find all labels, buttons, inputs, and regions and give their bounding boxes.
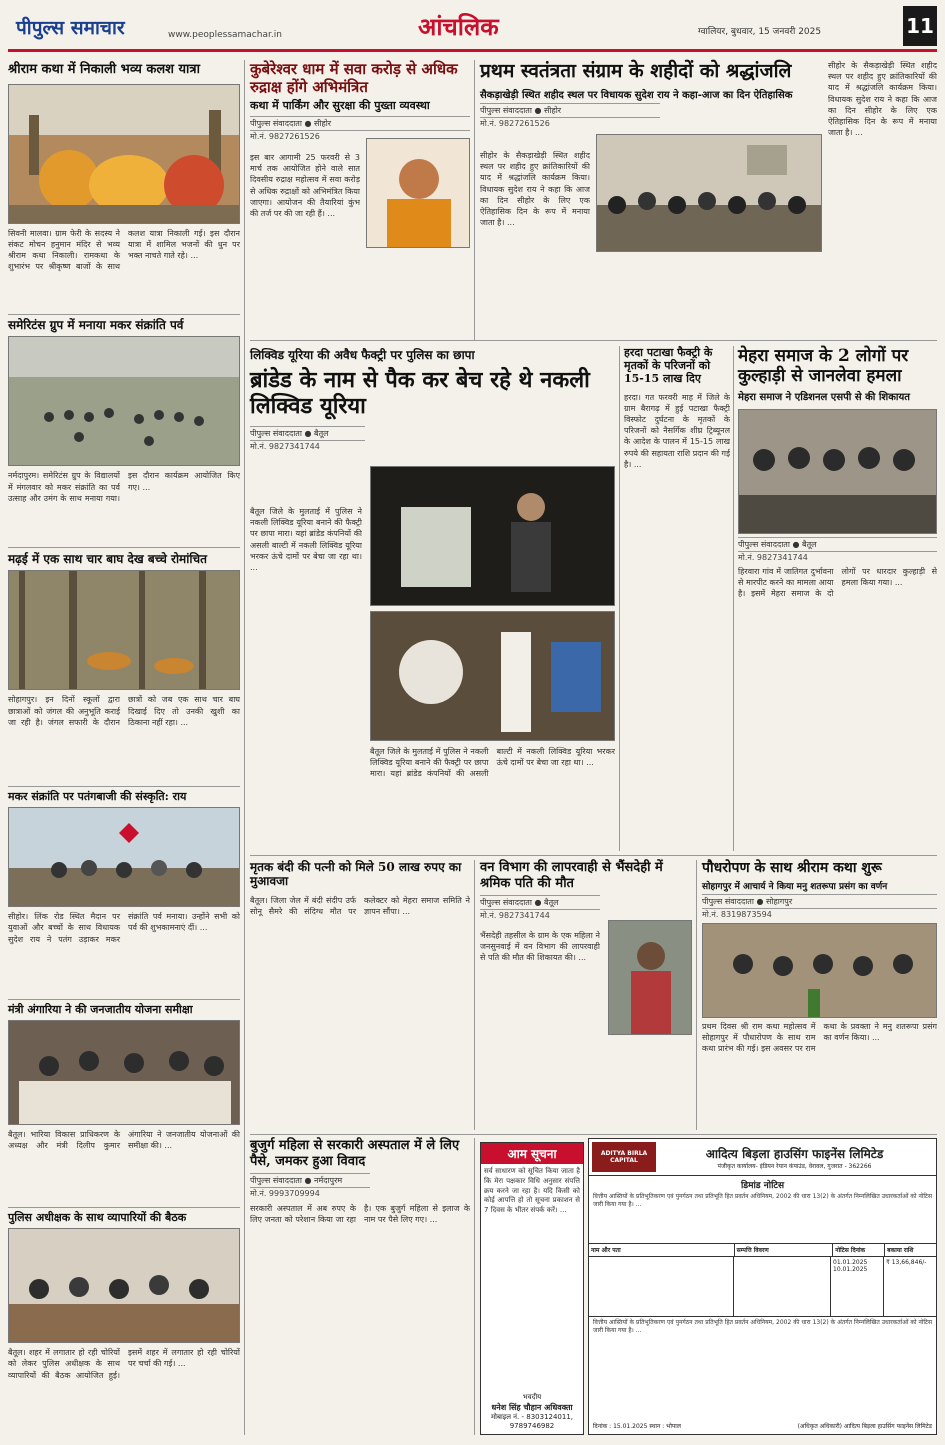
story-headline: पौधरोपण के साथ श्रीराम कथा शुरू: [702, 860, 882, 876]
photo-pradeep-mishra: [366, 138, 470, 248]
website-link[interactable]: www.peoplessamachar.in: [168, 30, 282, 40]
story-body: सोहागपुर। इन दिनों स्कूलों द्वारा छात्राओं को जंगल की अनुभूति कराई जा रही है। जंगल सफारी के दौरान छात्रों को जब एक साथ चार बाघ दिखाई दिए तो उनकी खुशी का ठिकाना नहीं रहा। ...: [8, 695, 240, 727]
story-headline: मकर संक्रांति पर पतंगबाजी की संस्कृति: राय: [8, 790, 187, 803]
story-byline: पीपुल्स संवाददाता ● सीहोर: [250, 116, 470, 131]
story-kubereshwar: [250, 60, 470, 335]
photo-image: [371, 467, 615, 606]
advocate-contact: मोबाइल नं. - 8303124011, 9789746982: [490, 1413, 574, 1430]
photo-tigers: [8, 570, 240, 690]
story-body: नर्मदापुरम। समेरिटंस ग्रुप के विद्यालयों में मंगलवार को मकर संक्रांति का पर्व उत्साह और उमंग के साथ मनाया गया। इस दौरान कार्यक्रम आयोजित किए गए। ...: [8, 471, 240, 503]
photo-image: [367, 139, 470, 248]
story-kite-flying: [8, 790, 240, 995]
advocate-block: [481, 1393, 583, 1430]
photo-image: [9, 337, 240, 466]
story-headline: हरदा पटाखा फैक्ट्री के मृतकों के परिजनों को 15-15 लाख दिए: [624, 346, 713, 386]
story-samaritans: [8, 318, 240, 543]
story-body: हिरवारा गांव में जातिगत दुर्भावना से मारपीट करने का मामला आया है। इसमें मेहरा समाज के दो लोगों पर धारदार कुल्हाड़ी से हमला किया गया। ...: [738, 566, 937, 599]
photo-image: [703, 924, 937, 1018]
photo-traders-meeting: [8, 1228, 240, 1343]
story-mobile: मो.नं. 8319873594: [702, 909, 772, 919]
story-hospital-dispute: [250, 1138, 470, 1435]
story-kalash-yatra: [8, 60, 240, 310]
ad-notice-body: वित्तीय आस्तियों के प्रतिभूतिकरण एवं पुनर्गठन तथा प्रतिभूति हित प्रवर्तन अधिनियम, 2002 की धारा 13(2) के अंतर्गत निम्नलिखित उधारकर्ताओं को नोटिस जारी किया गया है। ...: [593, 1193, 932, 1209]
story-body-continued: बैतूल जिले के मुलताई में पुलिस ने नकली लिक्विड यूरिया बनाने की फैक्ट्री पर छापा मारा। यहां ब्रांडेड कंपनियों की असली बाल्टी में नकली लिक्विड यूरिया भरकर ऊंचे दामों पर बेचा जा रहा था। ...: [370, 747, 615, 779]
story-headline: बुजुर्ग महिला से सरकारी अस्पताल में ले लिए पैसे, जमकर हुआ विवाद: [250, 1138, 460, 1169]
photo-angaria-review: [8, 1020, 240, 1125]
story-headline: समेरिटंस ग्रुप में मनाया मकर संक्रांति पर्व: [8, 318, 184, 332]
divider: [250, 340, 937, 341]
column-rule: [733, 346, 734, 851]
photo-image: [9, 571, 240, 690]
photo-image: [609, 921, 692, 1035]
story-subhead: मेहरा समाज ने एडिशनल एसपी से की शिकायत: [738, 391, 910, 403]
story-traders-meeting: [8, 1211, 240, 1435]
story-body: प्रथम दिवस श्री राम कथा महोत्सव में सोहागपुर में पौधारोपण के साथ राम कथा प्रारंभ की गई। इस अवसर पर राम कथा के प्रवक्ता ने मनु शतरूपा प्रसंग का वर्णन किया। ...: [702, 1021, 937, 1054]
story-body: सरकारी अस्पताल में अब रुपए के लिए जनता को परेशान किया जा रहा है। एक बुजुर्ग महिला से इलाज के नाम पर पैसे लिए गए। ...: [250, 1204, 470, 1225]
story-body: इस बार आगामी 25 फरवरी से 3 मार्च तक आयोजित होने वाले सात दिवसीय रुद्राक्ष महोत्सव में सवा करोड़ से अधिक रुद्राक्षों को अभिमंत्रित किया जाएगा। आयोजन की तैयारियां कुंभ की तर्ज पर की जा रही हैं। ...: [250, 153, 360, 218]
divider: [250, 1134, 937, 1135]
photo-forest-widow: [608, 920, 692, 1035]
story-body: बैतूल। जिला जेल में बंदी संदीप उर्फ सोनू सैमरे की संदिग्ध मौत पर कलेक्टर को मेहरा समाज समिति ने ज्ञापन सौंपा। ...: [250, 895, 470, 916]
table-header: बकाया राशि: [887, 1247, 914, 1254]
ad-notice-title: डिमांड नोटिस: [740, 1181, 785, 1191]
aditya-birla-logo: [592, 1142, 656, 1172]
photo-kite-flying: [8, 807, 240, 907]
paper-name: पीपुल्स समाचार: [16, 17, 125, 39]
story-forest-negligence: [480, 860, 692, 1130]
table-header: नाम और पता: [589, 1244, 735, 1256]
ad-address: पंजीकृत कार्यालय- इंडियन रेयान कंपाउंड, वेरावल, गुजरात - 362266: [717, 1162, 872, 1170]
story-byline: पीपुल्स संवाददाता ● सोहागपुर: [702, 894, 937, 909]
story-ram-katha-plantation: [702, 860, 937, 1130]
story-body: बैतूल। भारिया विकास प्राधिकरण के अध्यक्ष और मंत्री दिलीप कुमार अंगारिया ने जनजातीय योजनाओं की समीक्षा की। ...: [8, 1130, 240, 1151]
story-body: बैतूल जिले के मुलताई में पुलिस ने नकली लिक्विड यूरिया बनाने की फैक्ट्री पर छापा मारा। यहां ब्रांडेड कंपनियों की असली बाल्टी में नकली लिक्विड यूरिया भरकर ऊंचे दामों पर बेचा जा रहा था। ...: [250, 507, 362, 572]
notice-body: सर्व साधारण को सूचित किया जाता है कि मेरा पक्षकार विधि अनुसार संपत्ति क्रय करने जा रहा है। यदि किसी को कोई आपत्ति हो तो सूचना प्रकाशन से 7 दिवस के भीतर संपर्क करें। ...: [484, 1167, 580, 1215]
column-rule: [619, 346, 620, 851]
ad-place-date: दिनांक : 15.01.2025 स्थान : भोपाल: [593, 1423, 681, 1430]
story-body: सीहोर के सैकड़ाखेड़ी स्थित शहीद स्थल पर शहीद हुए क्रांतिकारियों की याद में श्रद्धांजलि कार्यक्रम किया। विधायक सुदेश राय ने कहा कि आज का दिन सीहोर के लिए एक ऐतिहासिक दिन के रूप में मनाया जाता है। ...: [480, 151, 590, 228]
story-headline: प्रथम स्वतंत्रता संग्राम के शहीदों को श्रद्धांजलि: [480, 60, 792, 82]
story-headline: मेहरा समाज के 2 लोगों पर कुल्हाड़ी से जानलेवा हमला: [738, 346, 909, 387]
logo-text: ADITYA BIRLA CAPITAL: [600, 1150, 648, 1164]
photo-image: [9, 1021, 240, 1125]
story-mehra-attack: [738, 346, 937, 851]
advocate-name: धनेश सिंह चौहान अधिवक्ता: [491, 1403, 573, 1412]
photo-image: [371, 612, 615, 741]
story-mobile: मो.नं. 9827341744: [480, 911, 550, 921]
story-byline: पीपुल्स संवाददाता ● बैतूल: [480, 895, 600, 910]
story-body-continued: सीहोर के सैकड़ाखेड़ी स्थित शहीद स्थल पर शहीद हुए क्रांतिकारियों की याद में श्रद्धांजलि कार्यक्रम किया। विधायक सुदेश राय ने कहा कि आज का दिन सीहोर के लिए एक ऐतिहासिक दिन के रूप में मनाया जाता है। ...: [828, 61, 937, 138]
story-body: सिवनी मालवा। ग्राम फेरी के सदस्य ने संकट मोचन हनुमान मंदिर से भव्य श्रीराम कथा निकाली। रामकथा के शुभारंभ पर श्रीकृष्ण बाजों के साथ कलश यात्रा निकाली गई। इस दौरान यात्रा में शामिल भजनों की धुन पर भक्त नाचते गाते रहे। ...: [8, 228, 240, 272]
divider: [8, 786, 240, 787]
story-mobile: मो.नं. 9827261526: [250, 132, 320, 141]
story-angaria-review: [8, 1003, 240, 1203]
story-harda-compensation: [624, 346, 730, 851]
story-byline: पीपुल्स संवाददाता ● सीहोर: [480, 103, 660, 118]
story-prisoner-compensation: [250, 860, 470, 1130]
story-urea-raid: [250, 346, 615, 851]
page-number: 11: [903, 6, 937, 46]
story-body: भैंसदेही तहसील के ग्राम के एक महिला ने जनसुनवाई में वन विभाग की लापरवाही से पति की मौत की शिकायत की। ...: [480, 931, 600, 963]
story-body: सीहोर। लिंक रोड स्थित मैदान पर युवाओं और बच्चों के साथ विधायक सुदेश राय ने पतंग उड़ाकर मकर संक्रांति पर्व मनाया। उन्होंने सभी को पर्व की शुभकामनाएं दीं। ...: [8, 912, 240, 944]
story-headline: वन विभाग की लापरवाही से भैंसदेही में श्रमिक पति की मौत: [480, 860, 663, 891]
story-body: बैतूल। शहर में लगातार हो रही चोरियों को लेकर पुलिस अधीक्षक के साथ व्यापारियों की बैठक आयोजित हुई। इसमें शहर में लगातार हो रही चोरियों पर चर्चा की गई। ...: [8, 1348, 240, 1380]
story-mobile: मो.नं. 9827341744: [250, 441, 320, 451]
notice-date: 01.01.2025: [833, 1259, 868, 1266]
photo-plantation: [702, 923, 937, 1018]
story-byline: पीपुल्स संवाददाता ● बैतूल: [738, 537, 937, 552]
story-headline: पुलिस अधीक्षक के साथ व्यापारियों की बैठक: [8, 1211, 187, 1224]
story-body: हरदा। गत फरवरी माह में जिले के ग्राम बैरागढ़ में हुई पटाखा फैक्ट्री विस्फोट दुर्घटना के मृतकों के परिजनों को नैसर्गिक शीघ्र ट्रिब्यूनल के आदेश के पालन में 15-15 लाख रुपये की सहायता राशि प्रदान की गई है। ...: [624, 392, 730, 469]
ad-header: [589, 1139, 936, 1176]
photo-image: [9, 1229, 240, 1343]
photo-mehra-memorandum: [738, 409, 937, 534]
story-martyrs-tribute: [480, 60, 937, 335]
dateline: ग्वालियर, बुधवार, 15 जनवरी 2025: [698, 27, 822, 37]
ad-table: [589, 1243, 936, 1257]
column-rule: [474, 860, 475, 1130]
photo-kalash-yatra: [8, 84, 240, 224]
divider: [8, 314, 240, 315]
photo-image: [739, 410, 937, 534]
ad-footer-text: वित्तीय आस्तियों के प्रतिभूतिकरण एवं पुनर्गठन तथा प्रतिभूति हित प्रवर्तन अधिनियम, 2002 की धारा 13(2) के अंतर्गत निम्नलिखित उधारकर्ताओं को नोटिस जारी किया गया है। ...: [593, 1319, 932, 1335]
story-kicker: लिक्विड यूरिया की अवैध फैक्ट्री पर पुलिस का छापा: [250, 348, 475, 362]
story-byline: पीपुल्स संवाददाता ● नर्मदापुरम: [250, 1173, 370, 1188]
column-rule: [474, 60, 475, 340]
photo-samaritans: [8, 336, 240, 466]
column-rule: [244, 60, 245, 1435]
notice-date: 10.01.2025: [833, 1266, 868, 1273]
photo-image: [9, 808, 240, 907]
masthead: [8, 6, 937, 52]
photo-image: [597, 135, 822, 252]
advocate-label: भवदीय: [522, 1393, 542, 1401]
photo-urea-factory: [370, 466, 615, 606]
column-rule: [696, 860, 697, 1130]
photo-image: [9, 85, 240, 224]
divider: [8, 547, 240, 548]
story-headline: श्रीराम कथा में निकाली भव्य कलश यात्रा: [8, 62, 200, 77]
notice-title: आम सूचना: [481, 1143, 583, 1164]
due-amount: ₹ 13,66,846/-: [886, 1259, 927, 1266]
column-rule: [474, 1138, 475, 1435]
story-headline: मढ़ई में एक साथ चार बाघ देख बच्चे रोमांचित: [8, 552, 207, 566]
section-title: आंचलिक: [418, 12, 499, 41]
photo-martyrs-tribute: [596, 134, 822, 252]
story-headline: ब्रांडेड के नाम से पैक कर बेच रहे थे नकली लिक्विड यूरिया: [250, 367, 590, 420]
divider: [250, 855, 937, 856]
photo-urea-buckets: [370, 611, 615, 741]
story-tigers: [8, 552, 240, 782]
ad-signature: (अधिकृत अधिकारी) आदित्य बिड़ला हाउसिंग फाइनेंस लिमिटेड: [797, 1423, 932, 1430]
story-headline: मंत्री अंगारिया ने की जनजातीय योजना समीक्षा: [8, 1003, 193, 1016]
divider: [8, 1207, 240, 1208]
story-mobile: मो.नं. 9993709994: [250, 1189, 320, 1199]
story-subhead: कथा में पार्किंग और सुरक्षा की पुख्ता व्यवस्था: [250, 99, 430, 112]
divider: [8, 999, 240, 1000]
table-row: [589, 1257, 936, 1317]
story-headline: कुबेरेश्वर धाम में सवा करोड़ से अधिक रुद्राक्ष होंगे अभिमंत्रित: [250, 60, 458, 96]
story-subhead: सैकड़ाखेड़ी स्थित शहीद स्थल पर विधायक सुदेश राय ने कहा-आज का दिन ऐतिहासिक: [480, 89, 793, 101]
story-mobile: मो.नं. 9827261526: [480, 118, 550, 128]
story-subhead: सोहागपुर में आचार्य ने किया मनु शतरूपा प्रसंग का वर्णन: [702, 881, 888, 892]
table-header: नोटिस दिनांक: [833, 1244, 885, 1256]
story-mobile: मो.नं. 9827341744: [738, 552, 808, 562]
ad-title: आदित्य बिड़ला हाउसिंग फाइनेंस लिमिटेड: [705, 1146, 884, 1161]
aditya-birla-demand-notice: [588, 1138, 937, 1435]
story-byline: पीपुल्स संवाददाता ● बैतूल: [250, 426, 365, 441]
story-headline: मृतक बंदी की पत्नी को मिले 50 लाख रुपए का मुआवजा: [250, 860, 462, 889]
table-header: सम्पत्ति विवरण: [735, 1244, 834, 1256]
public-notice: [480, 1142, 584, 1435]
